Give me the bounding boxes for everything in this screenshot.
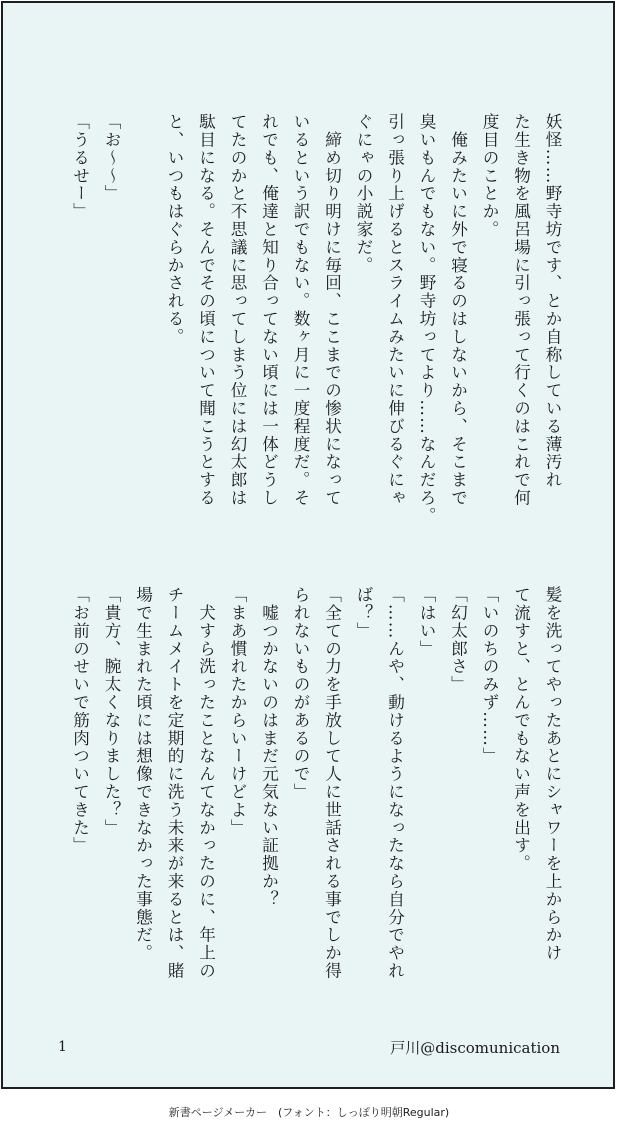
text-line: 犬すら洗ったことなんてなかったのに、年上の [196,586,216,980]
text-line: 「いのちのみず……」 [480,586,499,765]
text-line: 「はい」 [417,586,436,658]
text-line: 妖怪……野寺坊です、とか自称している薄汚れ [543,113,562,489]
text-line: ば？」 [354,586,373,640]
text-line: 「まあ慣れたからいーけどよ」 [228,586,247,837]
text-line: 「幻太郎さ」 [448,586,468,694]
text-line: 臭いもんでもない。野寺坊ってより……なんだろ。 [417,113,436,525]
page-number: 1 [58,1039,67,1055]
text-line: いるという訳でもない。数ヶ月に一度程度だ。そ [291,113,310,507]
text-line: 駄目になる。そんでその頃について聞こうとする [196,113,216,507]
upper-text-block [64,113,568,533]
text-line: 引っ張り上げるとスライムみたいに伸びるぐにゃ [385,113,405,507]
text-line: 髪を洗ってやったあとにシャワーを上からかけ [543,586,562,962]
generator-caption: 新書ページメーカー (フォント：しっぽり明朝Regular) [168,1106,450,1119]
text-line: 「お～～」 [102,113,121,203]
text-line: チームメイトを定期的に洗う未来が来るとは、賭 [165,586,184,980]
text-line: 度目のことか。 [480,113,499,239]
book-page [1,1,615,1089]
text-line: 場で生まれた頃には想像できなかった事態だ。 [133,586,153,962]
text-line: 「……んや、動けるようになったなら自分でやれ [385,586,405,980]
lower-text-block [64,586,568,1006]
text-line: 締め切り明けに毎回、ここまでの惨状になって [322,113,342,507]
text-line: と、いつもはぐらかされる。 [165,113,184,346]
text-line [127,113,159,533]
text-line: 「貴方、腕太くなりました？」 [102,586,121,837]
text-line: てたのかと不思議に思ってしまう位には幻太郎は [228,113,247,507]
text-line: 嘘つかないのはまだ元気ない証拠か？ [259,586,279,909]
text-line: られないものがあるので」 [291,586,310,801]
text-line: れでも、俺達と知り合ってない頃には一体どうし [259,113,279,507]
author-credit: 戸川@discomunication [390,1039,560,1057]
text-line: 「お前のせいで筋肉ついてきた」 [70,586,90,855]
text-line: 「うるせー」 [70,113,90,221]
text-line: て流すと、とんでもない声を出す。 [511,586,531,873]
text-line: た生き物を風呂場に引っ張って行くのはこれで何 [511,113,531,507]
text-line: ぐにゃの小説家だ。 [354,113,373,275]
text-line: 「全ての力を手放して人に世話される事でしか得 [322,586,342,980]
text-line: 俺みたいに外で寝るのはしないから、そこまで [448,113,468,507]
